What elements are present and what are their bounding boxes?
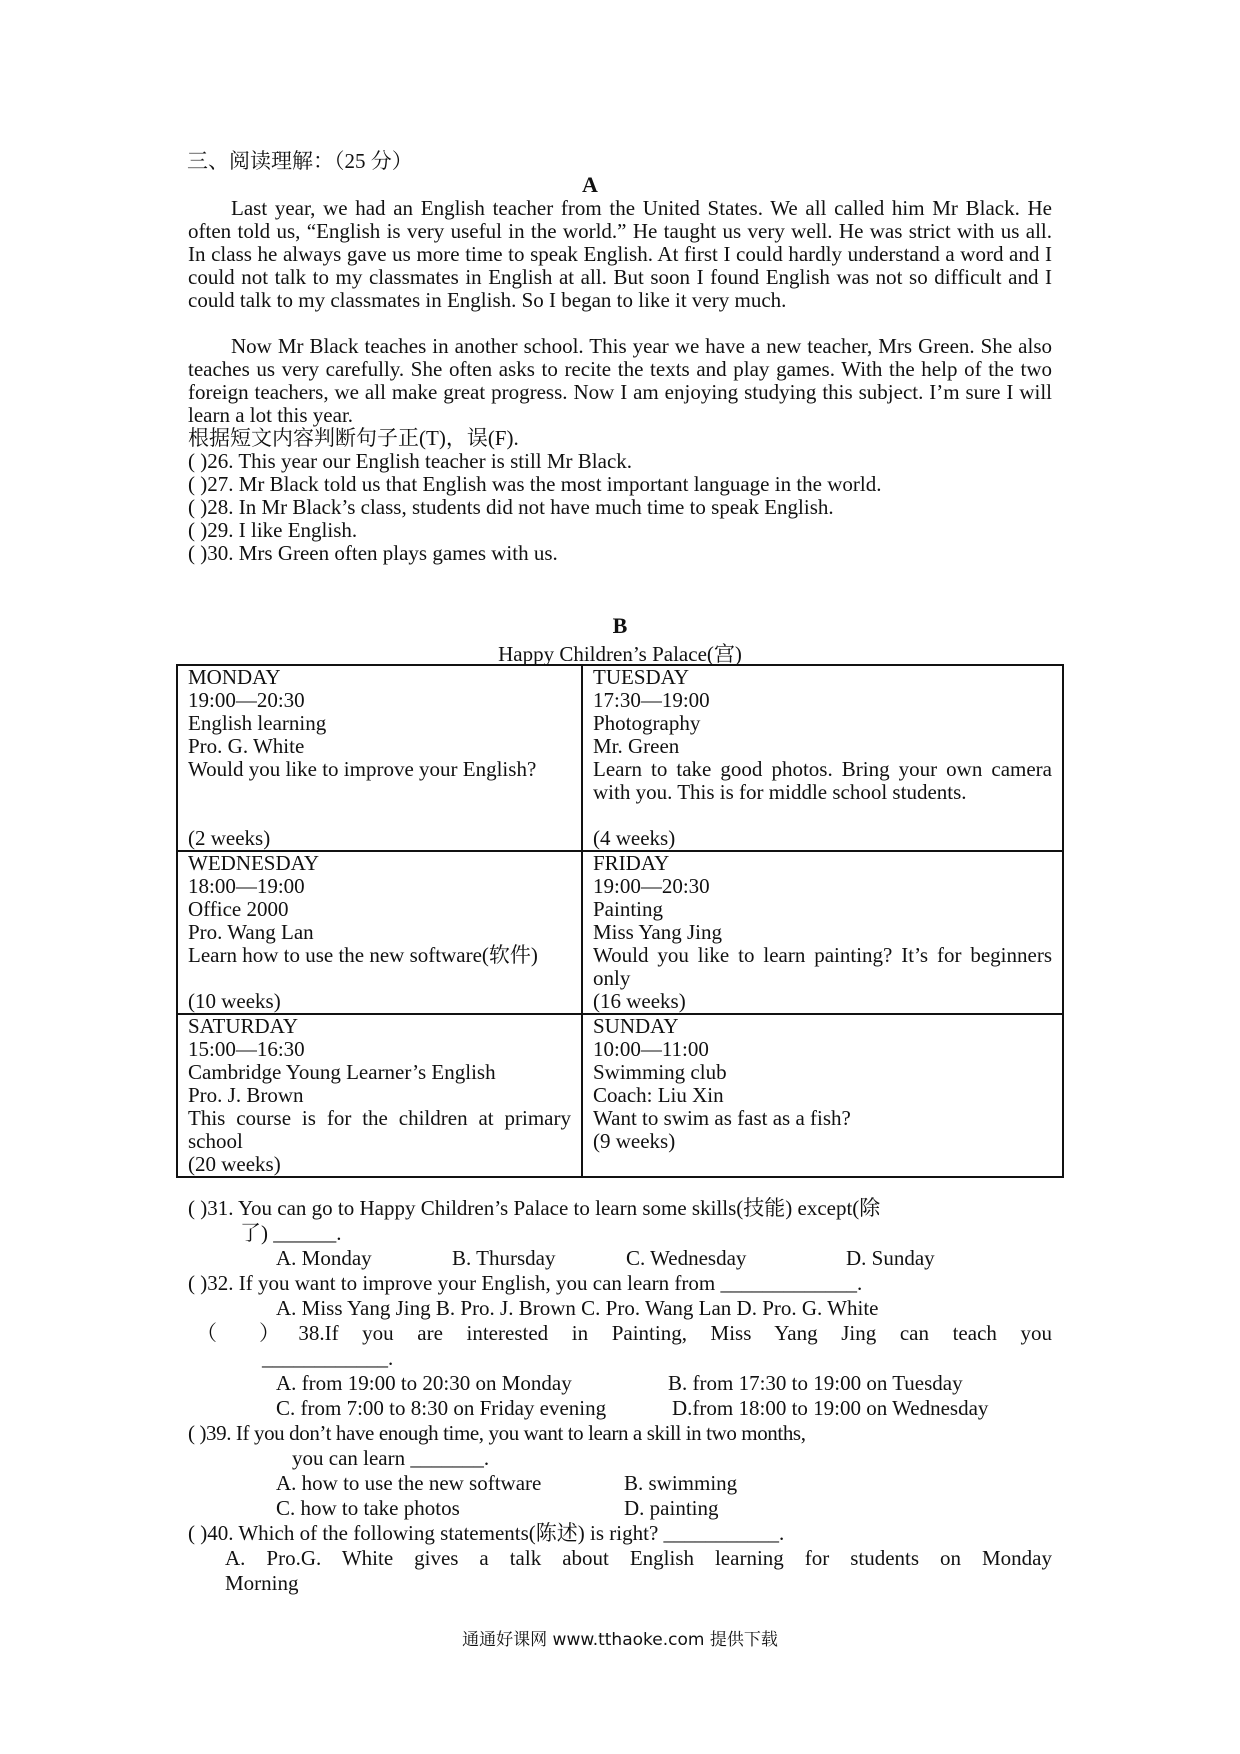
- question-40-option-a-line-1: A. Pro.G. White gives a talk about English learning for students on Monday: [225, 1546, 1052, 1570]
- cell-duration: (10 weeks): [188, 989, 281, 1013]
- question-40-line-1: ( )40. Which of the following statements(陈述) is right? ___________.: [188, 1521, 785, 1545]
- schedule-cell-wednesday: [177, 851, 582, 1014]
- cell-duration: (20 weeks): [188, 1152, 281, 1176]
- question-26: ( )26. This year our English teacher is still Mr Black.: [188, 449, 633, 473]
- cell-teacher: Miss Yang Jing: [593, 920, 722, 944]
- question-39-option-c: C. how to take photos: [276, 1496, 460, 1520]
- cell-time: 10:00—11:00: [593, 1037, 709, 1061]
- schedule-row: [177, 1014, 1063, 1177]
- schedule-caption: Happy Children’s Palace(宫): [498, 642, 742, 666]
- schedule-cell-monday: [177, 665, 582, 851]
- section-heading: 三、阅读理解：（25 分）: [187, 149, 413, 173]
- cell-description: Learn to take good photos. Bring your own camera with you. This is for middle school students.: [593, 757, 1052, 804]
- question-29: ( )29. I like English.: [188, 518, 358, 542]
- cell-course: Cambridge Young Learner’s English: [188, 1060, 496, 1084]
- question-31-option-c: C. Wednesday: [626, 1246, 747, 1270]
- question-31-line-1: ( )31. You can go to Happy Children’s Palace to learn some skills(技能) except(除: [188, 1196, 881, 1220]
- cell-day: TUESDAY: [593, 665, 690, 689]
- passage-a-instruction: 根据短文内容判断句子正(T)，误(F).: [188, 426, 519, 450]
- cell-course: Painting: [593, 897, 664, 921]
- cell-description: Would you like to improve your English?: [188, 757, 537, 781]
- cell-description: Learn how to use the new software(软件): [188, 943, 538, 967]
- cell-day: MONDAY: [188, 665, 281, 689]
- cell-time: 17:30—19:00: [593, 688, 710, 712]
- question-28: ( )28. In Mr Black’s class, students did not have much time to speak English.: [188, 495, 834, 519]
- question-39-option-a: A. how to use the new software: [276, 1471, 542, 1495]
- question-27: ( )27. Mr Black told us that English was the most important language in the world.: [188, 472, 882, 496]
- cell-duration: (16 weeks): [593, 989, 686, 1013]
- question-38-line-1: （ ）38.If you are interested in Painting, Miss Yang Jing can teach you: [196, 1321, 1052, 1345]
- question-38-option-a: A. from 19:00 to 20:30 on Monday: [276, 1371, 572, 1395]
- cell-teacher: Pro. Wang Lan: [188, 920, 314, 944]
- passage-a-paragraph-1: Last year, we had an English teacher from the United States. We all called him Mr Black. He often told us, “English is very useful in the world.” He taught us very well. He was strict with us all. In class he always gave us more time to speak English. At first I could hardly understand a word and I could not talk to my classmates in English at all. But soon I found English was not so difficult and I could talk to my classmates in English. So I began to like it very much.: [188, 196, 1052, 312]
- cell-time: 19:00—20:30: [188, 688, 305, 712]
- passage-a-label: A: [582, 172, 598, 197]
- passage-a-paragraph-2: Now Mr Black teaches in another school. This year we have a new teacher, Mrs Green. She also teaches us very carefully. She often asks to recite the texts and play games. With the help of the two foreign teachers, we all make great progress. Now I am enjoying studying this subject. I’m sure I will learn a lot this year.: [188, 334, 1052, 427]
- page-footer: 通通好课网 www.tthaoke.com 提供下载: [462, 1630, 778, 1650]
- cell-teacher: Pro. J. Brown: [188, 1083, 304, 1107]
- question-39-line-2: you can learn _______.: [292, 1446, 490, 1470]
- cell-day: SATURDAY: [188, 1014, 299, 1038]
- question-31-option-a: A. Monday: [276, 1246, 372, 1270]
- schedule-cell-sunday: [582, 1014, 1063, 1177]
- question-40-option-a-line-2: Morning: [225, 1571, 299, 1595]
- cell-course: Photography: [593, 711, 701, 735]
- schedule-table: [176, 664, 1064, 1178]
- cell-time: 15:00—16:30: [188, 1037, 305, 1061]
- cell-day: WEDNESDAY: [188, 851, 320, 875]
- cell-duration: (4 weeks): [593, 826, 676, 850]
- question-38-option-b: B. from 17:30 to 19:00 on Tuesday: [668, 1371, 963, 1395]
- schedule-cell-tuesday: [582, 665, 1063, 851]
- cell-course: Swimming club: [593, 1060, 727, 1084]
- cell-teacher: Mr. Green: [593, 734, 680, 758]
- question-32-options: A. Miss Yang Jing B. Pro. J. Brown C. Pro. Wang Lan D. Pro. G. White: [276, 1296, 879, 1320]
- cell-course: English learning: [188, 711, 327, 735]
- cell-duration: (9 weeks): [593, 1129, 676, 1153]
- cell-teacher: Coach: Liu Xin: [593, 1083, 724, 1107]
- schedule-cell-saturday: [177, 1014, 582, 1177]
- cell-time: 19:00—20:30: [593, 874, 710, 898]
- question-31-option-b: B. Thursday: [452, 1246, 556, 1270]
- cell-description: Would you like to learn painting? It’s for beginners only: [593, 943, 1052, 990]
- cell-description: This course is for the children at primary school: [188, 1106, 571, 1153]
- cell-description: Want to swim as fast as a fish?: [593, 1106, 851, 1130]
- cell-course: Office 2000: [188, 897, 289, 921]
- schedule-cell-friday: [582, 851, 1063, 1014]
- question-38-option-d: D.from 18:00 to 19:00 on Wednesday: [672, 1396, 989, 1420]
- passage-b-label: B: [612, 613, 628, 638]
- question-31-option-d: D. Sunday: [846, 1246, 935, 1270]
- schedule-row: [177, 665, 1063, 851]
- cell-time: 18:00—19:00: [188, 874, 305, 898]
- question-38-option-c: C. from 7:00 to 8:30 on Friday evening: [276, 1396, 607, 1420]
- cell-teacher: Pro. G. White: [188, 734, 305, 758]
- question-32-line-1: ( )32. If you want to improve your English, you can learn from _____________.: [188, 1271, 863, 1295]
- cell-day: SUNDAY: [593, 1014, 679, 1038]
- question-39-option-b: B. swimming: [624, 1471, 738, 1495]
- schedule-row: [177, 851, 1063, 1014]
- question-39-line-1: ( )39. If you don’t have enough time, you want to learn a skill in two months,: [188, 1421, 806, 1445]
- question-39-option-d: D. painting: [624, 1496, 719, 1520]
- question-38-line-2: ____________.: [262, 1346, 394, 1370]
- question-30: ( )30. Mrs Green often plays games with us.: [188, 541, 558, 565]
- cell-day: FRIDAY: [593, 851, 670, 875]
- question-31-line-2: 了) ______.: [240, 1221, 342, 1245]
- cell-duration: (2 weeks): [188, 826, 271, 850]
